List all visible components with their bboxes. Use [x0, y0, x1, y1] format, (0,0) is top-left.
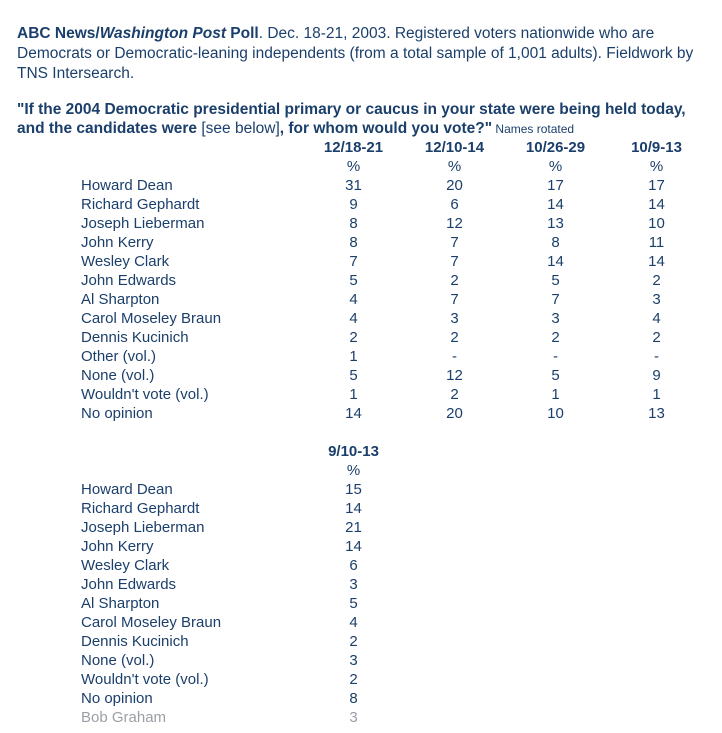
- table-row: [78, 670, 404, 689]
- row-label: Wesley Clark: [81, 253, 170, 270]
- row-label: Wesley Clark: [81, 557, 170, 574]
- results-table-sept: [78, 442, 404, 727]
- row-label: Dennis Kucinich: [81, 633, 189, 650]
- row-label: Howard Dean: [81, 177, 173, 194]
- poll-org-abc: ABC News/: [17, 25, 100, 42]
- row-value: 3: [652, 291, 661, 308]
- table-row: [78, 632, 404, 651]
- row-label: No opinion: [81, 405, 153, 422]
- row-label: Wouldn't vote (vol.): [81, 386, 209, 403]
- row-value: 3: [450, 310, 459, 327]
- row-value: 9: [652, 367, 661, 384]
- row-value: 20: [446, 177, 463, 194]
- row-value: 3: [551, 310, 560, 327]
- row-value: 7: [349, 253, 358, 270]
- table-row: [78, 708, 404, 727]
- row-label: Joseph Lieberman: [81, 215, 205, 232]
- row-value: 17: [648, 177, 665, 194]
- table-row: [78, 176, 707, 195]
- row-value: -: [452, 348, 457, 365]
- row-label: Other (vol.): [81, 348, 157, 365]
- row-value: 7: [450, 234, 459, 251]
- table-row: [78, 252, 707, 271]
- row-label: John Kerry: [81, 538, 154, 555]
- row-value: 10: [648, 215, 665, 232]
- table-row: [78, 290, 707, 309]
- row-value: 31: [345, 177, 362, 194]
- table-row: [78, 499, 404, 518]
- row-label: Richard Gephardt: [81, 196, 200, 213]
- row-value: 4: [652, 310, 661, 327]
- row-value: 2: [349, 633, 358, 650]
- poll-org-wapo: Washington Post: [99, 25, 226, 42]
- row-label: Carol Moseley Braun: [81, 614, 222, 631]
- row-value: 5: [551, 367, 560, 384]
- row-value: 13: [547, 215, 564, 232]
- table-row: [78, 594, 404, 613]
- table-row: [78, 366, 707, 385]
- row-label: Carol Moseley Braun: [81, 310, 222, 327]
- question-text-1: "If the 2004 Democratic presidential primary or caucus in your state were being held today, and the candidates were: [17, 101, 686, 137]
- row-value: 5: [349, 272, 358, 289]
- row-value: 14: [345, 405, 362, 422]
- row-label: Al Sharpton: [81, 291, 160, 308]
- poll-header: [17, 24, 707, 84]
- percent-row: [78, 157, 707, 176]
- row-label: Howard Dean: [81, 481, 173, 498]
- row-value: 3: [349, 709, 358, 726]
- table-row: [78, 347, 707, 366]
- row-value: 12: [446, 367, 463, 384]
- row-value: 2: [349, 329, 358, 346]
- column-header: 9/10-13: [328, 443, 379, 460]
- table-row: [78, 309, 707, 328]
- row-value: 14: [547, 253, 564, 270]
- table-row: [78, 195, 707, 214]
- table-row: [78, 233, 707, 252]
- row-value: 14: [345, 538, 362, 555]
- row-value: 2: [652, 272, 661, 289]
- percent-symbol: %: [649, 158, 664, 175]
- row-label: Bob Graham: [81, 709, 167, 726]
- row-value: 11: [648, 234, 665, 251]
- row-value: 14: [345, 500, 362, 517]
- row-value: 2: [551, 329, 560, 346]
- row-label: None (vol.): [81, 652, 155, 669]
- table-row: [78, 271, 707, 290]
- column-header: 12/18-21: [323, 139, 384, 156]
- row-value: 2: [450, 386, 459, 403]
- row-value: 15: [345, 481, 362, 498]
- row-value: -: [553, 348, 558, 365]
- row-value: 6: [450, 196, 459, 213]
- row-label: Richard Gephardt: [81, 500, 200, 517]
- row-value: 3: [349, 652, 358, 669]
- row-label: None (vol.): [81, 367, 155, 384]
- table-row: [78, 556, 404, 575]
- table-header-row: [78, 138, 707, 157]
- table-row: [78, 328, 707, 347]
- table-row: [78, 518, 404, 537]
- question-note: Names rotated: [492, 122, 575, 136]
- row-value: 8: [551, 234, 560, 251]
- row-value: 1: [349, 348, 358, 365]
- row-value: 8: [349, 690, 358, 707]
- question-see-below: [see below]: [201, 120, 280, 137]
- row-label: No opinion: [81, 690, 153, 707]
- table-header-row: [78, 442, 404, 461]
- row-value: 10: [547, 405, 564, 422]
- table-row: [78, 613, 404, 632]
- row-value: 1: [551, 386, 560, 403]
- row-value: 14: [547, 196, 564, 213]
- row-value: 8: [349, 234, 358, 251]
- row-value: 13: [648, 405, 665, 422]
- row-value: 4: [349, 614, 358, 631]
- row-value: 4: [349, 291, 358, 308]
- table-row: [78, 689, 404, 708]
- row-value: 5: [551, 272, 560, 289]
- column-header: 10/26-29: [525, 139, 586, 156]
- question-text-2: , for whom would you vote?": [279, 120, 493, 137]
- row-value: 14: [648, 196, 665, 213]
- row-label: Dennis Kucinich: [81, 329, 189, 346]
- results-table-main: [78, 138, 707, 423]
- row-value: 12: [446, 215, 463, 232]
- row-value: 4: [349, 310, 358, 327]
- row-value: 7: [551, 291, 560, 308]
- row-value: 5: [349, 595, 358, 612]
- row-value: 5: [349, 367, 358, 384]
- row-value: 9: [349, 196, 358, 213]
- row-label: Wouldn't vote (vol.): [81, 671, 209, 688]
- percent-symbol: %: [346, 462, 361, 479]
- row-value: -: [654, 348, 659, 365]
- percent-symbol: %: [346, 158, 361, 175]
- row-value: 2: [349, 671, 358, 688]
- row-value: 21: [345, 519, 362, 536]
- row-value: 7: [450, 253, 459, 270]
- row-value: 17: [547, 177, 564, 194]
- table-row: [78, 480, 404, 499]
- row-value: 2: [450, 272, 459, 289]
- row-value: 1: [652, 386, 661, 403]
- table-row: [78, 575, 404, 594]
- column-header: 12/10-14: [424, 139, 485, 156]
- row-value: 3: [349, 576, 358, 593]
- header-empty-cell: [78, 442, 303, 461]
- poll-details: . Dec. 18-21, 2003. Registered voters nationwide who are Democrats or Democratic-leaning independents (from a total sample of 1,001 adults). Fieldwork by TNS Intersearch.: [17, 25, 694, 82]
- row-value: 8: [349, 215, 358, 232]
- column-header: 10/9-13: [631, 139, 682, 156]
- row-value: 1: [349, 386, 358, 403]
- header-empty-cell: [78, 138, 303, 157]
- percent-symbol: %: [548, 158, 563, 175]
- row-label: John Edwards: [81, 272, 177, 289]
- row-label: Al Sharpton: [81, 595, 160, 612]
- row-value: 2: [450, 329, 459, 346]
- row-label: John Kerry: [81, 234, 154, 251]
- row-label: John Edwards: [81, 576, 177, 593]
- row-value: 2: [652, 329, 661, 346]
- table-row: [78, 214, 707, 233]
- row-value: 6: [349, 557, 358, 574]
- poll-question: [17, 100, 707, 139]
- row-value: 20: [446, 405, 463, 422]
- row-value: 14: [648, 253, 665, 270]
- row-value: 7: [450, 291, 459, 308]
- table-row: [78, 385, 707, 404]
- table-row: [78, 651, 404, 670]
- row-label: Joseph Lieberman: [81, 519, 205, 536]
- poll-org-poll: Poll: [225, 25, 259, 42]
- table-row: [78, 404, 707, 423]
- percent-symbol: %: [447, 158, 462, 175]
- table-row: [78, 537, 404, 556]
- percent-row: [78, 461, 404, 480]
